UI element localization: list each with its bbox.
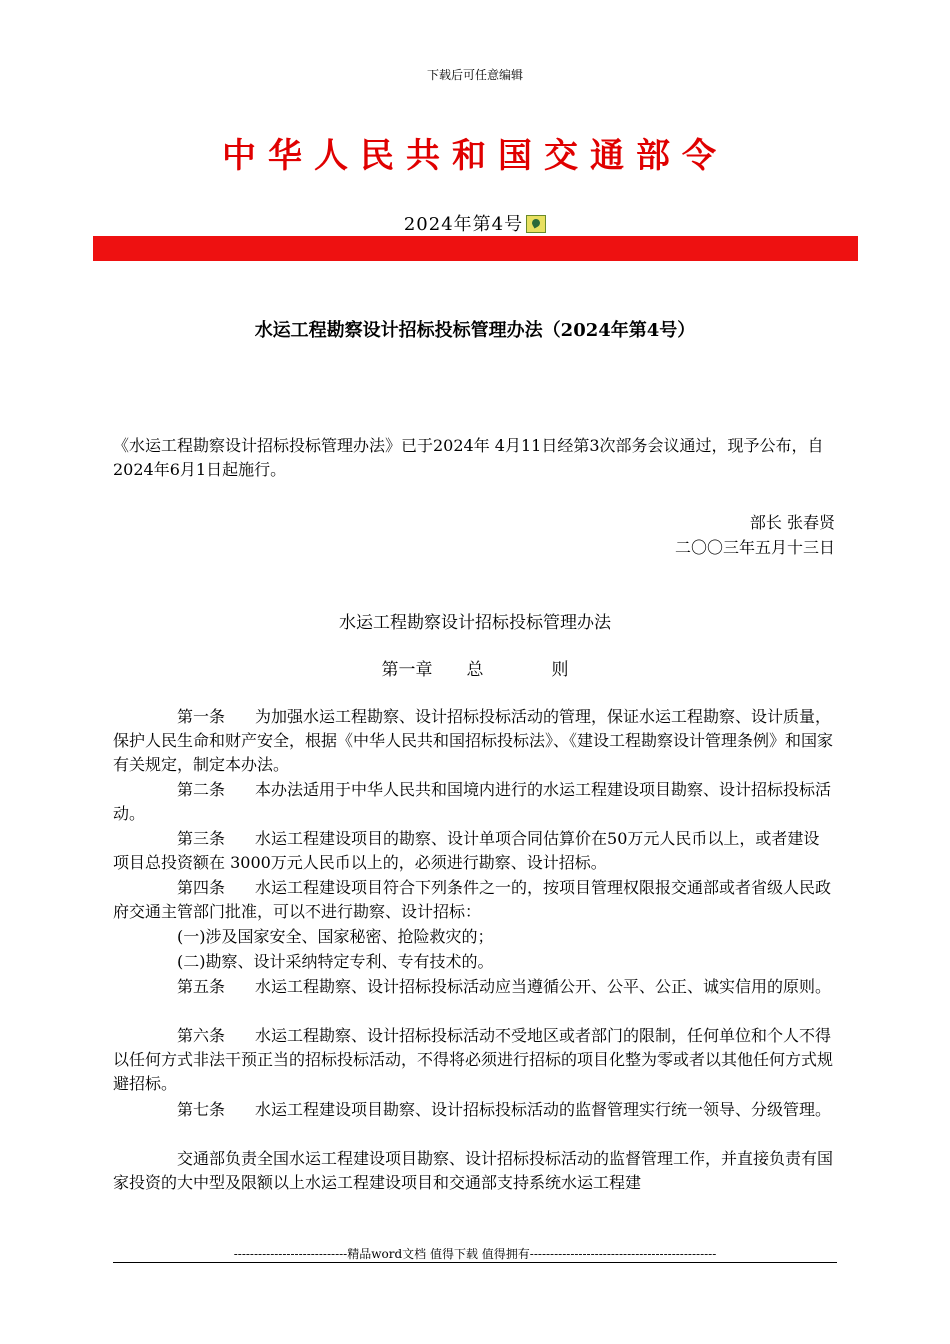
article-paragraph: [113, 1098, 835, 1122]
condition-item: (二)勘察、设计采纳特定专利、专有技术的。: [177, 952, 494, 971]
article-text: 水运工程勘察、设计招标投标活动不受地区或者部门的限制，任何单位和个人不得以任何方式非法干预正当的招标投标活动，不得将必须进行招标的项目化整为零或者以其他任何方式规避招标。: [113, 1026, 834, 1093]
decree-number-line: [0, 210, 950, 236]
decree-number: 2024年第4号: [403, 214, 524, 235]
article-text: 水运工程勘察、设计招标投标活动应当遵循公开、公平、公正、诚实信用的原则。: [255, 977, 832, 996]
promulgation-paragraph: 《水运工程勘察设计招标投标管理办法》已于2024年 4月11日经第3次部务会议通过，现予公布，自2024年6月1日起施行。: [113, 436, 824, 479]
decree-title: 中华人民共和国交通部令: [222, 136, 728, 176]
article-label: 第六条: [177, 1026, 226, 1045]
body-paragraph: 交通部负责全国水运工程建设项目勘察、设计招标投标活动的监督管理工作，并直接负责有国家投资的大中型及限额以上水运工程建设项目和交通部支持系统水运工程建: [113, 1149, 834, 1192]
footer-rule: [113, 1262, 837, 1263]
article-label: 第一条: [177, 707, 226, 726]
document-link-icon[interactable]: [526, 215, 546, 233]
article-paragraph: [113, 975, 835, 999]
article-paragraph: [113, 705, 835, 777]
red-divider-bar: [93, 236, 858, 261]
article-label: 第七条: [177, 1100, 226, 1119]
article-label: 第四条: [177, 878, 226, 897]
footer-text: ----------------------------精品word文档 值得下载 值得拥有----------------------------------------------: [233, 1247, 717, 1261]
article-text: 水运工程建设项目勘察、设计招标投标活动的监督管理实行统一领导、分级管理。: [255, 1100, 832, 1119]
document-title: 水运工程勘察设计招标投标管理办法（2024年第4号）: [254, 320, 696, 341]
article-paragraph: [113, 827, 835, 875]
article-text: 水运工程建设项目符合下列条件之一的，按项目管理权限报交通部或者省级人民政府交通主管部门批准，可以不进行勘察、设计招标：: [113, 878, 832, 921]
article-text: 水运工程建设项目的勘察、设计单项合同估算价在50万元人民币以上，或者建设项目总投资额在 3000万元人民币以上的，必须进行勘察、设计招标。: [113, 829, 820, 872]
article-label: 第三条: [177, 829, 226, 848]
minister-signature: 部长 张春贤: [749, 513, 835, 532]
article-label: 第五条: [177, 977, 226, 996]
header-note: 下载后可任意编辑: [426, 68, 523, 82]
chapter-heading: 第一章 总 则: [381, 660, 569, 680]
article-label: 第二条: [177, 780, 226, 799]
article-text: 为加强水运工程勘察、设计招标投标活动的管理，保证水运工程勘察、设计质量，保护人民生命和财产安全，根据《中华人民共和国招标投标法》、《建设工程勘察设计管理条例》和国家有关规定，制定本办法。: [113, 707, 834, 774]
regulation-title: 水运工程勘察设计招标投标管理办法: [339, 613, 611, 633]
article-text: 本办法适用于中华人民共和国境内进行的水运工程建设项目勘察、设计招标投标活动。: [113, 780, 832, 823]
article-paragraph: [113, 876, 835, 924]
signature-block: [675, 510, 835, 560]
article-paragraph: [113, 778, 835, 826]
condition-item: (一)涉及国家安全、国家秘密、抢险救灾的；: [177, 927, 494, 946]
article-paragraph: [113, 1024, 835, 1096]
signature-date: 二〇〇三年五月十三日: [674, 538, 835, 557]
